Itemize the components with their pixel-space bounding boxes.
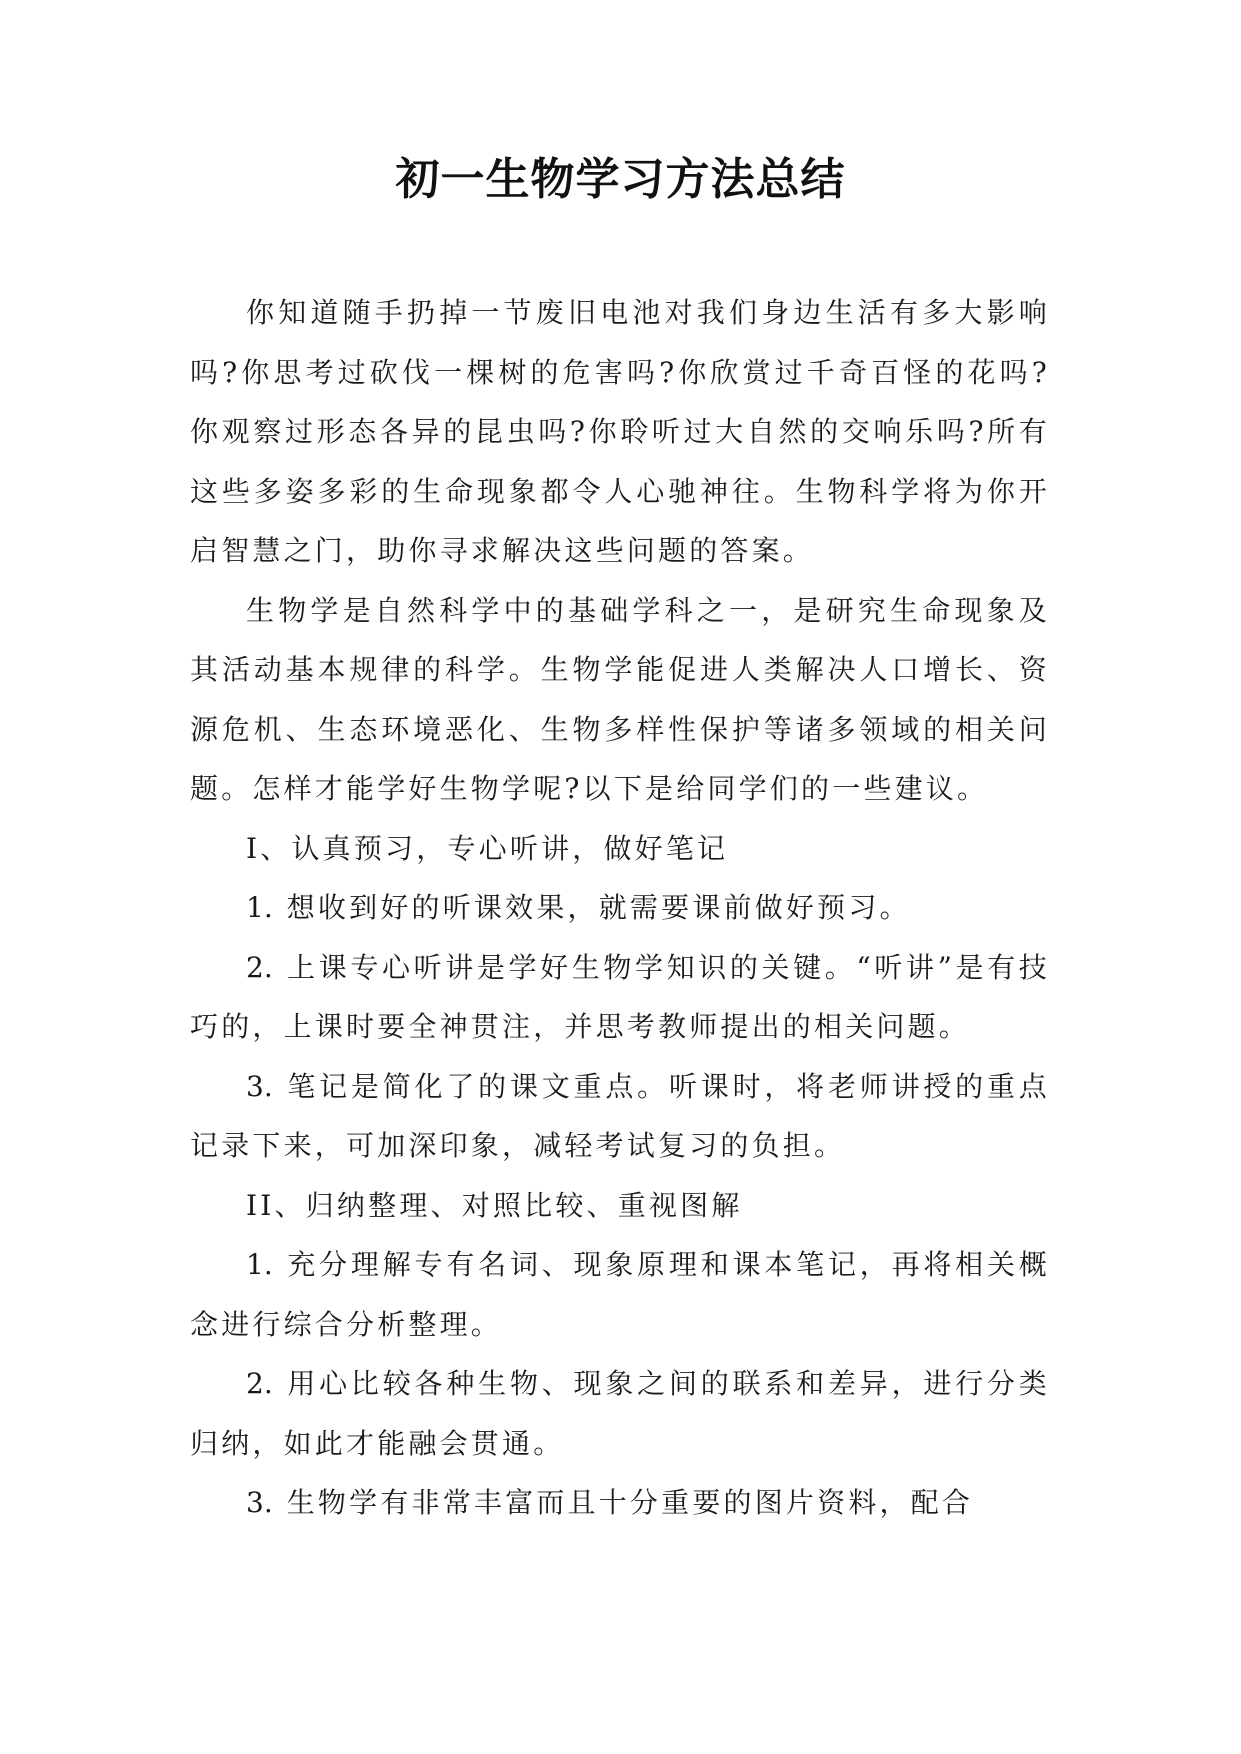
item-text: 生物学有非常丰富而且十分重要的图片资料，配合 [286, 1486, 974, 1519]
document-body [190, 283, 1050, 1533]
list-item [190, 1473, 1050, 1533]
item-number: 3. [246, 1486, 273, 1519]
item-number: 2. [246, 950, 273, 984]
item-text: 充分理解专有名词、现象原理和课本笔记，再将相关概念进行综合分析整理。 [190, 1248, 1050, 1341]
paragraph-text: 生物学是自然科学中的基础学科之一，是研究生命现象及其活动基本规律的科学。生物学能促进人类解决人口增长、资源危机、生态环境恶化、生物多样性保护等诸多领域的相关问题。怎样才能学好生物学呢?以下是给同学们的一些建议。 [190, 593, 1050, 805]
item-text: 用心比较各种生物、现象之间的联系和差异，进行分类归纳，如此才能融会贯通。 [190, 1367, 1050, 1460]
intro-paragraph [190, 283, 1050, 581]
item-number: 2. [246, 1367, 273, 1400]
list-item [190, 1354, 1050, 1473]
paragraph-text: 你知道随手扔掉一节废旧电池对我们身边生活有多大影响吗?你思考过砍伐一棵树的危害吗?你欣赏过千奇百怪的花吗?你观察过形态各异的昆虫吗?你聆听过大自然的交响乐吗?所有这些多姿多彩的生命现象都令人心驰神往。生物科学将为你开启智慧之门，助你寻求解决这些问题的答案。 [190, 296, 1050, 567]
item-number: 3. [246, 1069, 273, 1103]
heading-text: I、认真预习，专心听讲，做好笔记 [246, 831, 729, 865]
list-item [190, 1235, 1050, 1354]
document-title: 初一生物学习方法总结 [395, 154, 846, 205]
overview-paragraph [190, 581, 1050, 819]
item-text: 笔记是简化了的课文重点。听课时，将老师讲授的重点记录下来，可加深印象，减轻考试复习的负担。 [190, 1069, 1050, 1162]
list-item [190, 878, 1050, 938]
item-text: 上课专心听讲是学好生物学知识的关键。“听讲”是有技巧的，上课时要全神贯注，并思考教师提出的相关问题。 [190, 950, 1050, 1043]
list-item [190, 938, 1050, 1057]
heading-text: II、归纳整理、对照比较、重视图解 [246, 1188, 743, 1222]
list-item [190, 1057, 1050, 1176]
section-heading-1 [190, 819, 1050, 879]
item-number: 1. [246, 1248, 273, 1281]
section-heading-2 [190, 1176, 1050, 1236]
item-text: 想收到好的听课效果，就需要课前做好预习。 [286, 891, 911, 924]
item-number: 1. [246, 891, 273, 924]
